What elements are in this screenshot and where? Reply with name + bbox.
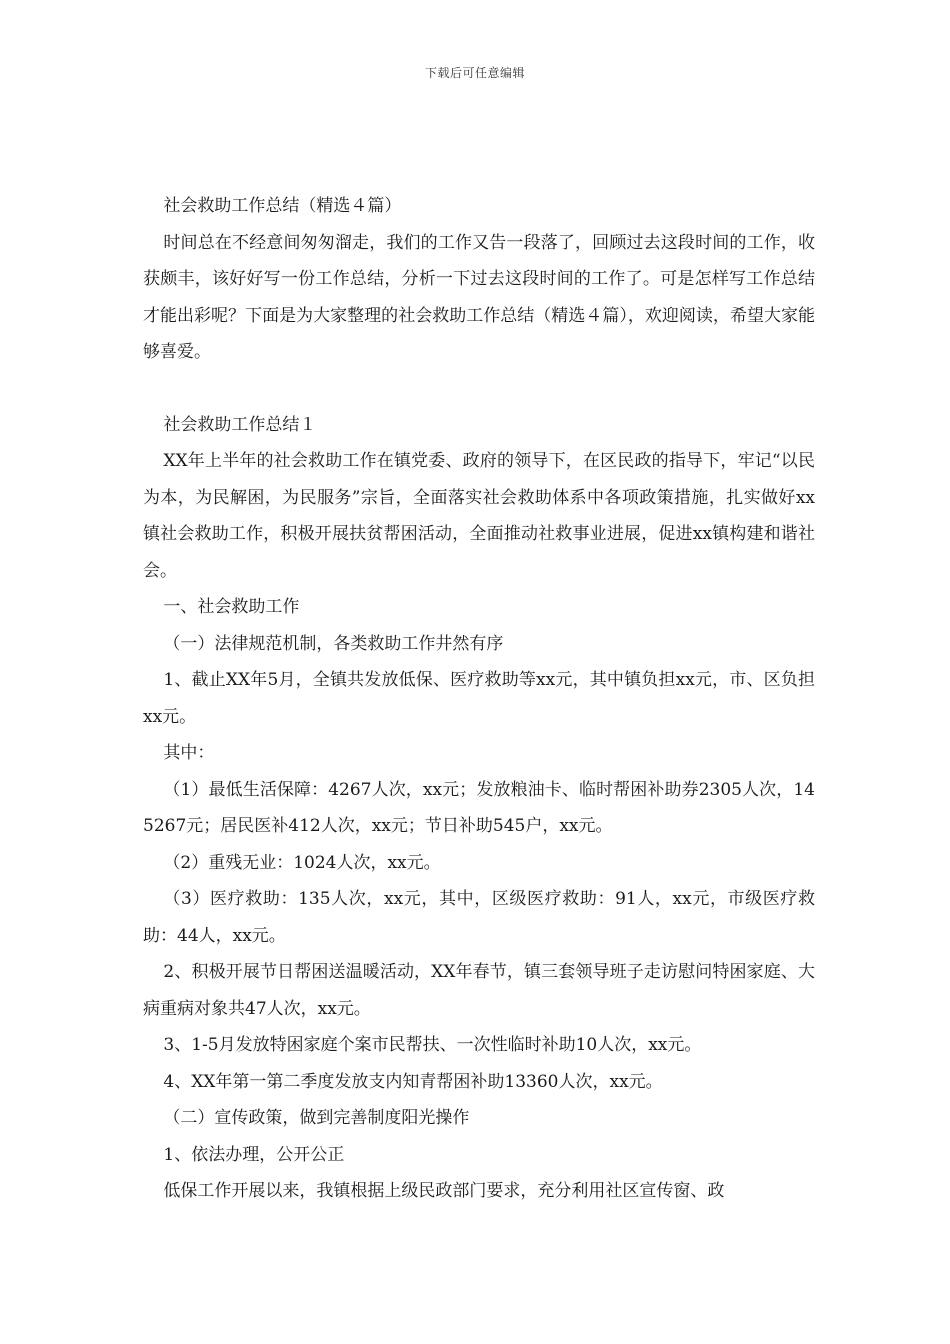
section1-intro-paragraph: XX年上半年的社会救助工作在镇党委、政府的领导下，在区民政的指导下，牢记“以民为本，为民解困，为民服务”宗旨，全面落实社会救助体系中各项政策措施，扎实做好xx镇社会救助工作，积极开展扶贫帮困活动，全面推动社救事业进展，促进xx镇构建和谐社会。 — [143, 451, 815, 581]
section1-title: 社会救助工作总结１ — [163, 414, 317, 435]
among-label: 其中： — [163, 743, 215, 763]
heading-legal-mechanism: （一）法律规范机制，各类救助工作井然有序 — [163, 633, 504, 654]
header-note: 下载后可任意编辑 — [424, 66, 525, 80]
sub-item-2: （2）重残无业：1024人次，xx元。 — [163, 852, 441, 873]
document-body — [143, 188, 815, 1210]
item-2-paragraph: 2、积极开展节日帮困送温暖活动，XX年春节，镇三套领导班子走访慰问特困家庭、大病重病对象共47人次，xx元。 — [143, 962, 815, 1019]
spacer — [143, 371, 815, 407]
item-1-paragraph: 1、截止XX年5月，全镇共发放低保、医疗救助等xx元，其中镇负担xx元，市、区负担xx元。 — [143, 670, 815, 727]
sub-item-1: （1）最低生活保障：4267人次，xx元；发放粮油卡、临时帮困补助券2305人次，145267元；居民医补412人次，xx元；节日补助545户，xx元。 — [143, 779, 815, 836]
heading-social-relief: 一、社会救助工作 — [163, 597, 300, 617]
heading-publicize-policy: （二）宣传政策，做到完善制度阳光操作 — [163, 1108, 470, 1128]
item-4-paragraph: 4、XX年第一第二季度发放支内知青帮困补助13360人次，xx元。 — [163, 1071, 663, 1092]
sub-item-3: （3）医疗救助：135人次，xx元，其中，区级医疗救助：91人，xx元，市级医疗救助：44人，xx元。 — [143, 889, 815, 946]
item-3-paragraph: 3、1-5月发放特困家庭个案市民帮扶、一次性临时补助10人次，xx元。 — [163, 1035, 702, 1055]
doc-title: 社会救助工作总结（精选４篇） — [163, 196, 402, 216]
intro-paragraph: 时间总在不经意间匆匆溜走，我们的工作又告一段落了，回顾过去这段时间的工作，收获颇丰，该好好写一份工作总结，分析一下过去这段时间的工作了。可是怎样写工作总结才能出彩呢？下面是为大家整理的社会救助工作总结（精选４篇），欢迎阅读，希望大家能够喜爱。 — [143, 232, 815, 362]
item-b1-heading: 1、依法办理，公开公正 — [163, 1144, 345, 1165]
last-paragraph: 低保工作开展以来，我镇根据上级民政部门要求，充分利用社区宣传窗、政 — [163, 1181, 725, 1201]
